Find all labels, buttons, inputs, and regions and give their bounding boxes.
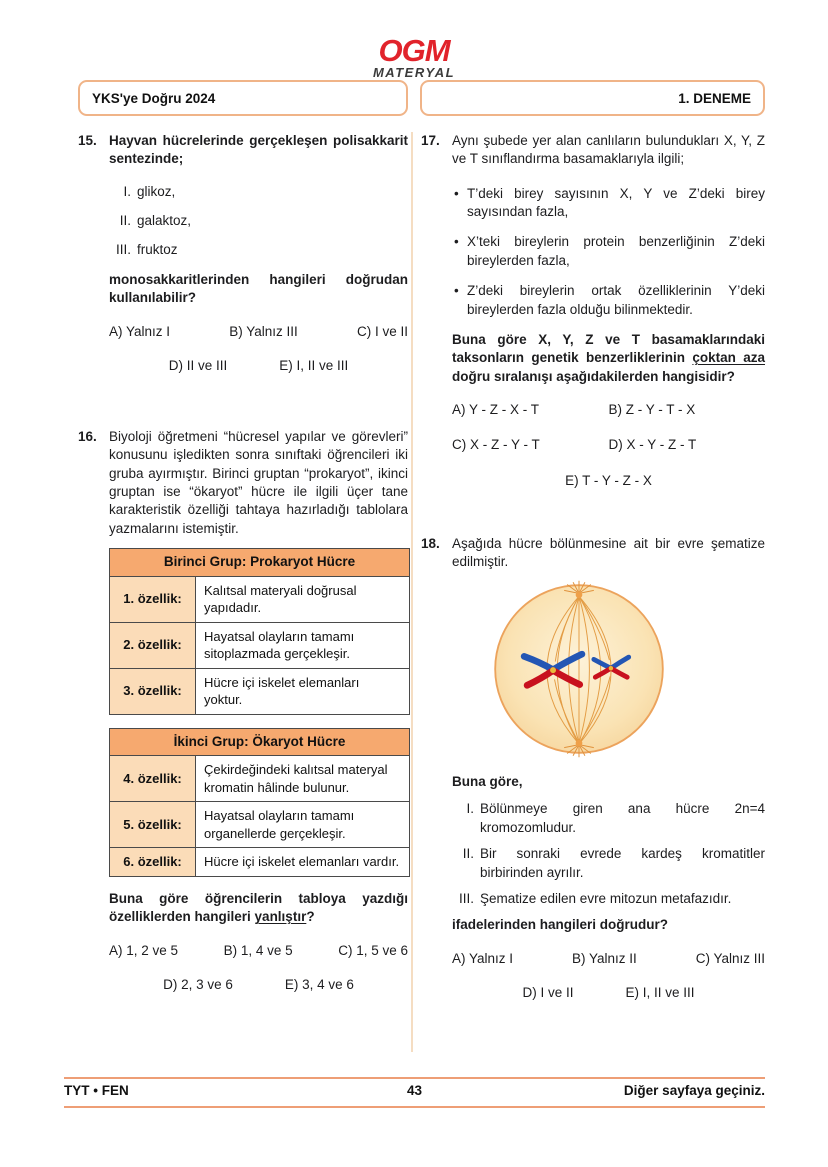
question-18-options-row1 (452, 950, 765, 968)
mitosis-metaphase-cell-illustration (490, 580, 668, 758)
table-row (110, 668, 410, 714)
option-a: A) Yalnız I (109, 323, 171, 339)
item-text: Bir sonraki evrede kardeş kromatitler birbirinden ayrılır. (480, 846, 765, 880)
question-16-options-row1 (109, 942, 408, 960)
footer-rule-top (64, 1077, 765, 1079)
item-text: fruktoz (137, 242, 178, 258)
option-e: E) 3, 4 ve 6 (284, 976, 354, 992)
centrosome-top (576, 591, 583, 598)
list-item (109, 212, 408, 230)
stem-underlined-text: çoktan aza (692, 350, 765, 366)
feature-value: Hayatsal olayların tamamı sitoplazmada gerçekleşir. (196, 622, 410, 668)
footer (64, 1083, 765, 1098)
brand-logo-subtext: MATERYAL (372, 65, 456, 81)
centrosome-bottom (576, 740, 583, 747)
question-18-options-row2 (452, 984, 765, 1002)
feature-value: Çekirdeğindeki kalıtsal materyal kromatin hâlinde bulunur. (196, 756, 410, 802)
bullet-item (452, 185, 765, 222)
bullet-text: T’deki birey sayısının X, Y ve Z’deki birey sayısından fazla, (467, 185, 765, 220)
question-15-item-list (109, 183, 408, 260)
feature-label: 2. özellik: (110, 622, 196, 668)
question-18-item-list (452, 800, 765, 908)
bullet-icon: • (454, 283, 459, 299)
option-a: A) Yalnız I (452, 950, 514, 966)
feature-value: Hücre içi iskelet elemanları vardır. (196, 848, 410, 877)
column-divider (411, 132, 413, 1052)
option-c: C) Yalnız III (695, 950, 765, 966)
option-e: E) I, II ve III (625, 984, 695, 1000)
bullet-icon: • (454, 234, 459, 250)
question-17-stem (452, 331, 765, 386)
question-18-intro: Aşağıda hücre bölünmesine ait bir evre şematize edilmiştir. (452, 536, 765, 570)
item-numeral: I. (466, 801, 474, 817)
header-exam-number-box (420, 80, 765, 116)
feature-value: Hücre içi iskelet elemanları yoktur. (196, 668, 410, 714)
option-b: B) Yalnız III (229, 323, 298, 339)
bullet-item (452, 233, 765, 270)
item-numeral: III. (115, 242, 131, 258)
feature-label: 6. özellik: (110, 848, 196, 877)
option-b: B) 1, 4 ve 5 (223, 942, 293, 958)
question-18-lead: Buna göre, (452, 774, 523, 790)
footer-section-label: TYT • FEN (64, 1083, 129, 1098)
question-15-options-row1 (109, 323, 408, 341)
bullet-icon: • (454, 185, 459, 201)
question-17-options-grid (452, 401, 765, 455)
table-row (110, 576, 410, 622)
item-text: Şematize edilen evre mitozun metafazıdır. (480, 890, 732, 906)
feature-value: Hayatsal olayların tamamı organellerde gerçekleşir. (196, 802, 410, 848)
option-a: A) Y - Z - X - T (452, 401, 540, 417)
prokaryote-table-title: Birinci Grup: Prokaryot Hücre (110, 549, 410, 576)
header-exam-title-box (78, 80, 408, 116)
question-16-stem (109, 890, 408, 927)
question-17-option-last-row (452, 472, 765, 490)
item-numeral: III. (458, 890, 474, 906)
question-17-number: 17. (421, 133, 440, 148)
option-e: E) I, II ve III (279, 357, 349, 373)
feature-label: 3. özellik: (110, 668, 196, 714)
option-b: B) Yalnız II (571, 950, 637, 966)
bullet-text: Z’deki bireylerin ortak özelliklerinin Y’deki bireylerden fazla olduğu bilinmektedir. (467, 283, 765, 317)
question-18-stem: ifadelerinden hangileri doğrudur? (452, 917, 669, 933)
stem-underlined-text: yanlıştır (254, 909, 307, 925)
question-17 (421, 132, 765, 490)
feature-label: 5. özellik: (110, 802, 196, 848)
option-c: C) X - Z - Y - T (452, 437, 540, 453)
question-18-number: 18. (421, 536, 440, 551)
brand-logo (0, 33, 828, 81)
table-row (110, 848, 410, 877)
option-c: C) 1, 5 ve 6 (338, 942, 408, 958)
option-c: C) I ve II (356, 323, 408, 339)
question-16-options-row2 (109, 976, 408, 994)
option-d: D) X - Y - Z - T (608, 437, 697, 453)
feature-value: Kalıtsal materyali doğrusal yapıdadır. (196, 576, 410, 622)
footer-rule-bottom (64, 1106, 765, 1108)
question-15-options-row2 (109, 357, 408, 375)
list-item (452, 845, 765, 882)
option-d: D) 2, 3 ve 6 (163, 976, 233, 992)
option-b: B) Z - Y - T - X (608, 401, 696, 417)
question-17-intro: Aynı şubede yer alan canlıların bulundukları X, Y, Z ve T sınıflandırma basamaklarıyla ilgili; (452, 133, 765, 167)
item-text: glikoz, (137, 183, 176, 199)
item-numeral: I. (123, 183, 131, 199)
stem-text: Buna göre öğrencilerin tabloya yazdığı özelliklerden hangileri (109, 890, 408, 925)
table-row (110, 802, 410, 848)
eukaryote-table (109, 728, 410, 877)
question-15 (78, 132, 408, 375)
footer-next-page-note: Diğer sayfaya geçiniz. (623, 1083, 765, 1098)
feature-label: 1. özellik: (110, 576, 196, 622)
table-row (110, 756, 410, 802)
question-15-stem: monosakkaritlerinden hangileri doğrudan kullanılabilir? (109, 271, 408, 306)
bullet-text: X’teki bireylerin protein benzerliğinin Z’deki bireylerden fazla, (467, 234, 765, 268)
item-text: Bölünmeye giren ana hücre 2n=4 kromozomludur. (480, 801, 765, 835)
list-item (452, 890, 765, 908)
list-item (109, 241, 408, 259)
header-exam-number: 1. DENEME (678, 90, 751, 106)
stem-text: Buna göre X, Y, Z ve T basamaklarındaki taksonların genetik benzerliklerinin (452, 331, 765, 366)
question-15-number: 15. (78, 133, 97, 148)
option-a: A) 1, 2 ve 5 (109, 942, 179, 958)
question-16-intro: Biyoloji öğretmeni “hücresel yapılar ve görevleri” konusunu işledikten sonra sınıftaki öğrencileri iki gruba ayırmıştır. Birinci gruptan “prokaryot”, ikinci gruptan ise “ökaryot” hücre ile ilgili üçer tane karakteristik özelliği tahtaya hazırladığı tablolara yazmalarını istemiştir. (109, 429, 408, 536)
cell-division-diagram (490, 580, 668, 763)
list-item (452, 800, 765, 837)
table-row (110, 622, 410, 668)
item-numeral: II. (119, 213, 131, 229)
eukaryote-table-title: İkinci Grup: Ökaryot Hücre (110, 728, 410, 755)
question-17-bullet-list (452, 185, 765, 319)
page-number: 43 (406, 1083, 423, 1098)
option-d: D) I ve II (522, 984, 574, 1000)
option-d: D) II ve III (168, 357, 228, 373)
option-e: E) T - Y - Z - X (565, 472, 652, 488)
list-item (109, 183, 408, 201)
stem-text: ? (306, 909, 315, 925)
feature-label: 4. özellik: (110, 756, 196, 802)
question-16 (78, 428, 408, 994)
bullet-item (452, 282, 765, 319)
item-numeral: II. (462, 846, 474, 862)
brand-logo-text: OGM (378, 33, 450, 68)
question-18 (421, 535, 765, 1002)
question-16-number: 16. (78, 429, 97, 444)
item-text: galaktoz, (137, 213, 192, 229)
prokaryote-table (109, 548, 410, 715)
stem-text: doğru sıralanışı aşağıdakilerden hangisidir? (452, 368, 735, 384)
question-15-intro: Hayvan hücrelerinde gerçekleşen polisakkarit sentezinde; (109, 133, 408, 167)
header-exam-title: YKS'ye Doğru 2024 (92, 90, 216, 106)
